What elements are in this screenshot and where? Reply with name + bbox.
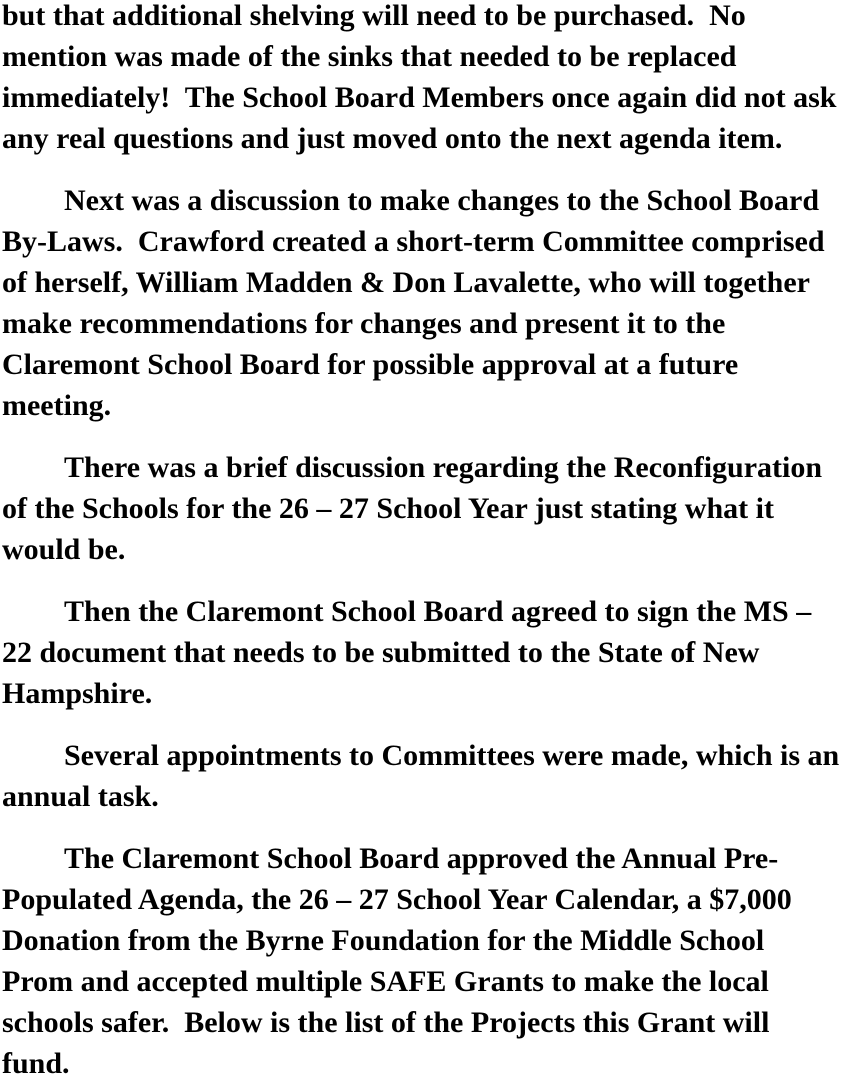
text-line: schools safer. Below is the list of the Projects this Grant will: [2, 1006, 770, 1039]
text-line: There was a brief discussion regarding the Reconfiguration: [64, 451, 823, 484]
text-line: but that additional shelving will need to be purchased. No: [2, 0, 746, 32]
text-line: immediately! The School Board Members once again did not ask: [2, 81, 837, 114]
text-line: meeting.: [2, 389, 112, 422]
text-line: Several appointments to Committees were made, which is an: [64, 739, 840, 772]
text-line: Next was a discussion to make changes to the School Board: [64, 184, 820, 217]
paragraph: [2, 447, 857, 570]
paragraph: [2, 591, 857, 714]
text-line: Claremont School Board for possible approval at a future: [2, 348, 739, 381]
text-line: of herself, William Madden & Don Lavalette, who will together: [2, 266, 810, 299]
text-line: Populated Agenda, the 26 – 27 School Year Calendar, a $7,000: [2, 883, 792, 916]
text-line: By-Laws. Crawford created a short-term Committee comprised: [2, 225, 825, 258]
text-line: would be.: [2, 533, 126, 566]
text-line: The Claremont School Board approved the Annual Pre-: [64, 842, 779, 875]
text-line: Then the Claremont School Board agreed to sign the MS –: [64, 595, 812, 628]
paragraph: [2, 180, 857, 426]
text-line: fund.: [2, 1047, 70, 1080]
paragraph: [2, 0, 857, 159]
text-line: Hampshire.: [2, 677, 153, 710]
text-line: mention was made of the sinks that needed to be replaced: [2, 40, 737, 73]
paragraph: [2, 735, 857, 817]
text-line: annual task.: [2, 780, 159, 813]
text-line: 22 document that needs to be submitted to the State of New: [2, 636, 760, 669]
paragraph: [2, 838, 857, 1084]
text-line: Donation from the Byrne Foundation for the Middle School: [2, 924, 765, 957]
text-line: make recommendations for changes and present it to the: [2, 307, 726, 340]
text-line: Prom and accepted multiple SAFE Grants to make the local: [2, 965, 769, 998]
text-line: of the Schools for the 26 – 27 School Year just stating what it: [2, 492, 774, 525]
text-line: any real questions and just moved onto the next agenda item.: [2, 122, 783, 155]
